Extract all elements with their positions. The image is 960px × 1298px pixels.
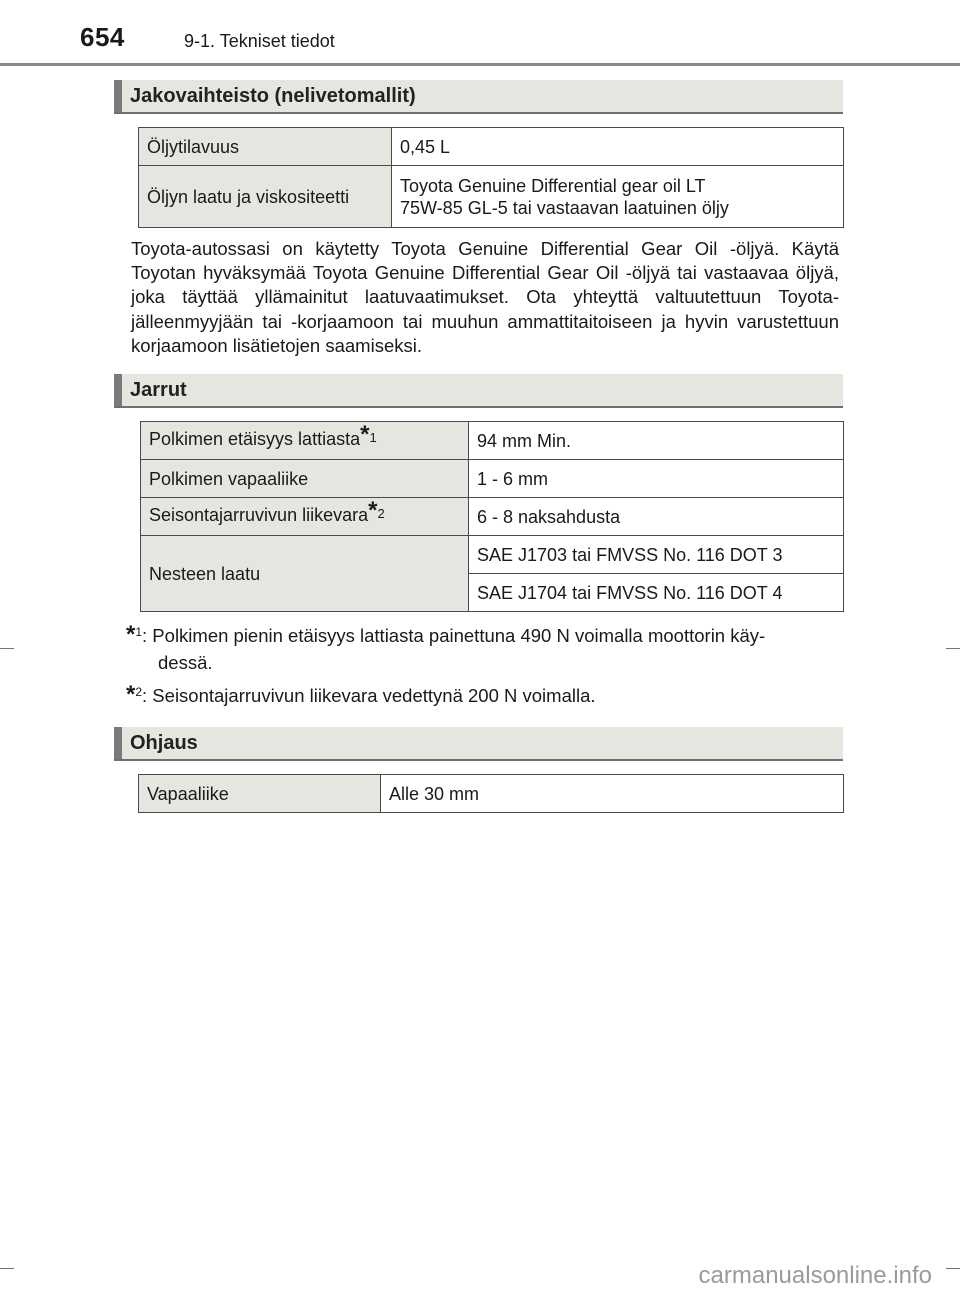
chapter-title: 9-1. Tekniset tiedot bbox=[184, 31, 335, 51]
table-row bbox=[141, 536, 844, 574]
footnote-star: * bbox=[126, 681, 136, 708]
footnote-marker bbox=[360, 421, 377, 448]
section-title: Jakovaihteisto (nelivetomallit) bbox=[130, 85, 416, 107]
spec-value: 1 - 6 mm bbox=[469, 460, 844, 498]
section-header-bar bbox=[114, 727, 122, 759]
footnote-number: 2 bbox=[377, 506, 385, 521]
table-row bbox=[139, 166, 844, 228]
table-row bbox=[141, 422, 844, 460]
spec-value: Alle 30 mm bbox=[381, 775, 844, 813]
spec-value bbox=[392, 166, 844, 228]
crop-mark bbox=[946, 1268, 960, 1269]
footnote-star: * bbox=[368, 497, 378, 524]
section-header-transfer bbox=[114, 80, 843, 114]
spec-label: Nesteen laatu bbox=[141, 536, 469, 612]
crop-mark bbox=[946, 648, 960, 649]
spec-label: Öljytilavuus bbox=[139, 128, 392, 166]
spec-label-text: Seisontajarruvivun liikevara bbox=[149, 505, 369, 525]
steering-spec-table bbox=[138, 774, 844, 813]
spec-label bbox=[141, 498, 469, 536]
spec-value: 0,45 L bbox=[392, 128, 844, 166]
section-header-bar bbox=[114, 80, 122, 112]
footnote-2 bbox=[126, 682, 596, 711]
section-header-brakes bbox=[114, 374, 843, 408]
footnote-star: * bbox=[360, 421, 370, 448]
spec-label-text: Polkimen etäisyys lattiasta bbox=[149, 429, 361, 449]
footnote-text: : Polkimen pienin etäisyys lattiasta painettuna 490 N voimalla moottorin käy- bbox=[142, 625, 766, 646]
footnote-number: 1 bbox=[369, 430, 377, 445]
crop-mark bbox=[0, 648, 14, 649]
footnote-marker bbox=[368, 497, 385, 524]
transfer-spec-table bbox=[138, 127, 844, 228]
spec-value: SAE J1704 tai FMVSS No. 116 DOT 4 bbox=[469, 574, 844, 612]
section-header-steering bbox=[114, 727, 843, 761]
spec-value: SAE J1703 tai FMVSS No. 116 DOT 3 bbox=[469, 536, 844, 574]
watermark: carmanualsonline.info bbox=[698, 1262, 932, 1289]
footnote-number: 2 bbox=[135, 685, 143, 699]
table-row bbox=[141, 460, 844, 498]
spec-label bbox=[141, 422, 469, 460]
section-title: Jarrut bbox=[130, 379, 187, 401]
spec-value: 94 mm Min. bbox=[469, 422, 844, 460]
spec-label: Vapaaliike bbox=[139, 775, 381, 813]
footnote-1-continuation: dessä. bbox=[158, 652, 213, 673]
crop-mark bbox=[0, 1268, 14, 1269]
oil-info-paragraph: Toyota-autossasi on käytetty Toyota Genuine Differential Gear Oil -öljyä. Käytä Toyotan hyväksymää Toyota Genuine Differential Gear Oil -öljyä tai vastaavaa öljyä, joka täyttää yllämainitut laatuvaatimukset. Ota yhteyttä valtuutettuun Toyota-jälleenmyyjään tai -korjaamoon tai muuhun ammattitaitoiseen ja hyvin varustettuun korjaamoon lisätietojen saamiseksi. bbox=[131, 238, 839, 356]
spec-value: 6 - 8 naksahdusta bbox=[469, 498, 844, 536]
spec-label: Öljyn laatu ja viskositeetti bbox=[139, 166, 392, 228]
footnote-1 bbox=[126, 622, 765, 651]
table-row bbox=[139, 128, 844, 166]
spec-label: Polkimen vapaaliike bbox=[141, 460, 469, 498]
page-number: 654 bbox=[80, 22, 125, 52]
spec-value-line: 75W-85 GL-5 tai vastaavan laatuinen öljy bbox=[400, 197, 729, 218]
section-title: Ohjaus bbox=[130, 732, 198, 754]
footnote-star: * bbox=[126, 621, 136, 648]
spec-value-line: Toyota Genuine Differential gear oil LT bbox=[400, 175, 706, 196]
section-header-bar bbox=[114, 374, 122, 406]
table-row bbox=[139, 775, 844, 813]
header-divider bbox=[0, 63, 960, 66]
footnote-number: 1 bbox=[135, 625, 143, 639]
footnote-text: : Seisontajarruvivun liikevara vedettynä 200 N voimalla. bbox=[142, 685, 596, 706]
brakes-spec-table bbox=[140, 421, 844, 612]
table-row bbox=[141, 498, 844, 536]
